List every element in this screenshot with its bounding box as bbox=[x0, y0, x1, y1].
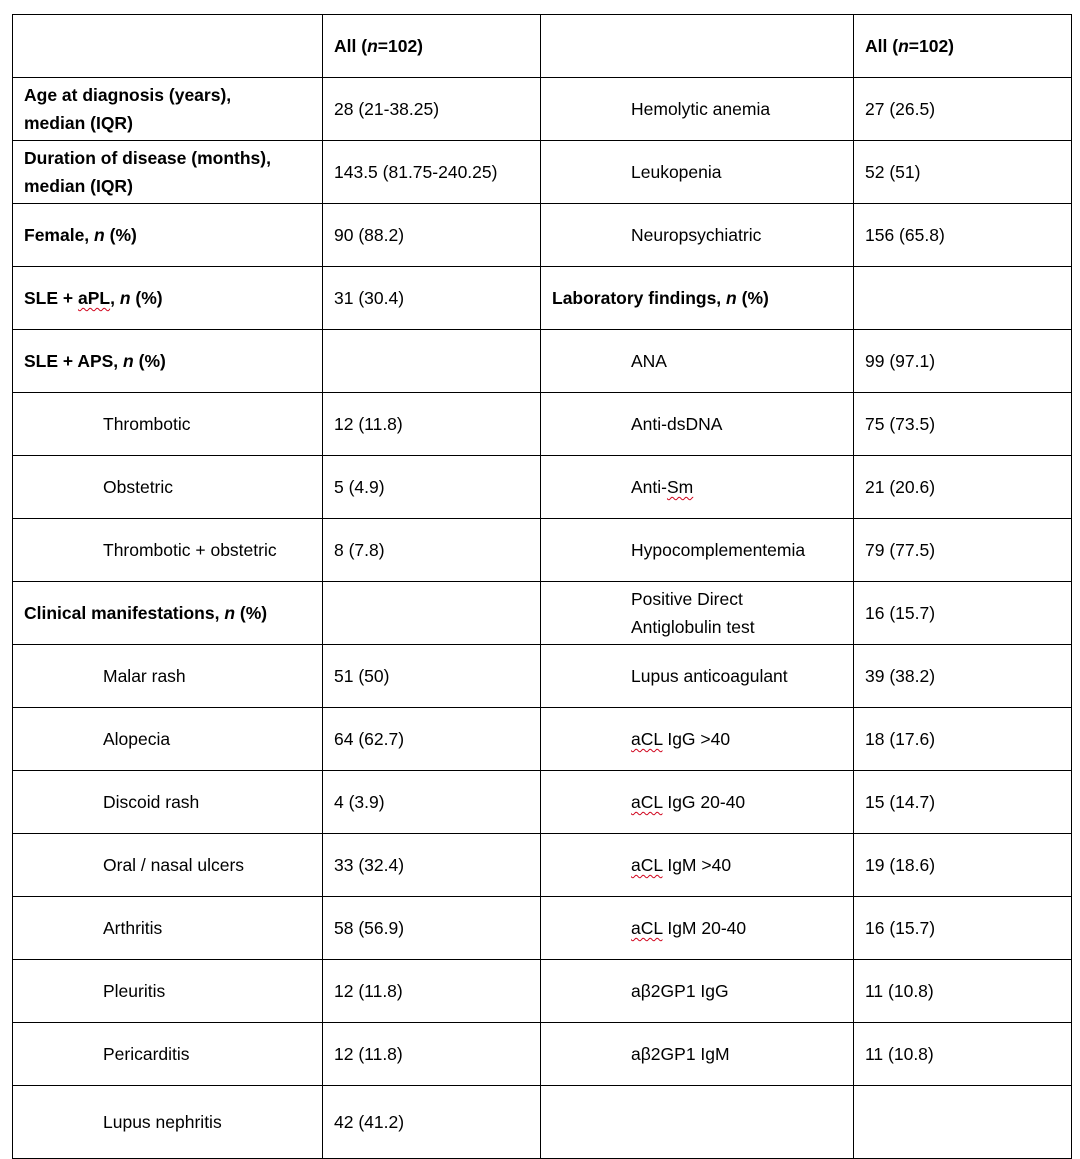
label-segment: Laboratory findings, bbox=[552, 288, 727, 308]
table-row bbox=[13, 456, 1072, 519]
table-row bbox=[13, 771, 1072, 834]
label-segment: Alopecia bbox=[103, 729, 171, 749]
right-value-cell: 16 (15.7) bbox=[854, 582, 1072, 645]
header-empty-right bbox=[541, 15, 854, 78]
table-row bbox=[13, 204, 1072, 267]
label-segment: IgM >40 bbox=[662, 855, 732, 875]
right-value-cell: 79 (77.5) bbox=[854, 519, 1072, 582]
table-row bbox=[13, 1023, 1072, 1086]
table-row bbox=[13, 645, 1072, 708]
label-segment: Anti- bbox=[631, 477, 667, 497]
left-value-cell: 31 (30.4) bbox=[323, 267, 541, 330]
right-label-cell bbox=[541, 456, 854, 519]
right-label-cell bbox=[541, 582, 854, 645]
header-row bbox=[13, 15, 1072, 78]
right-label-cell bbox=[541, 330, 854, 393]
table-row bbox=[13, 582, 1072, 645]
header-all-left bbox=[323, 15, 541, 78]
left-label-cell bbox=[13, 771, 323, 834]
label-segment: Pleuritis bbox=[103, 981, 166, 1001]
left-label-cell bbox=[13, 78, 323, 141]
right-value-cell: 156 (65.8) bbox=[854, 204, 1072, 267]
label-segment: n bbox=[224, 603, 236, 623]
right-label-cell bbox=[541, 645, 854, 708]
label-segment: Thrombotic bbox=[103, 414, 191, 434]
right-label-cell bbox=[541, 834, 854, 897]
right-label-cell bbox=[541, 771, 854, 834]
label-segment: n bbox=[726, 288, 737, 308]
left-value-cell: 12 (11.8) bbox=[323, 1023, 541, 1086]
left-value-cell: 5 (4.9) bbox=[323, 456, 541, 519]
label-segment: n bbox=[94, 225, 105, 245]
label-segment: Pericarditis bbox=[103, 1044, 190, 1064]
table-row bbox=[13, 78, 1072, 141]
right-label-cell bbox=[541, 708, 854, 771]
label-segment: Age at diagnosis (years), median (IQR) bbox=[24, 85, 232, 133]
label-segment: All ( bbox=[334, 36, 368, 56]
label-segment: Obstetric bbox=[103, 477, 174, 497]
label-segment: aβ2GP1 IgG bbox=[631, 981, 729, 1001]
left-value-cell bbox=[323, 582, 541, 645]
right-label-cell bbox=[541, 204, 854, 267]
table-row bbox=[13, 330, 1072, 393]
label-segment: Malar rash bbox=[103, 666, 186, 686]
right-label-cell bbox=[541, 960, 854, 1023]
right-value-cell: 15 (14.7) bbox=[854, 771, 1072, 834]
label-segment: n bbox=[119, 288, 131, 308]
table-row bbox=[13, 834, 1072, 897]
label-segment: Anti-dsDNA bbox=[631, 414, 723, 434]
spellcheck-flagged-text: aCL bbox=[631, 792, 663, 812]
label-segment: n bbox=[367, 36, 378, 56]
left-value-cell: 51 (50) bbox=[323, 645, 541, 708]
right-value-cell: 39 (38.2) bbox=[854, 645, 1072, 708]
table-row bbox=[13, 519, 1072, 582]
table-row bbox=[13, 267, 1072, 330]
right-value-cell: 16 (15.7) bbox=[854, 897, 1072, 960]
right-value-cell: 19 (18.6) bbox=[854, 834, 1072, 897]
right-value-cell: 11 (10.8) bbox=[854, 1023, 1072, 1086]
label-segment: (%) bbox=[736, 288, 769, 308]
left-label-cell bbox=[13, 141, 323, 204]
spellcheck-flagged-text: aPL bbox=[77, 288, 111, 308]
left-label-cell bbox=[13, 960, 323, 1023]
left-value-cell: 42 (41.2) bbox=[323, 1086, 541, 1159]
label-segment: SLE + APS, bbox=[24, 351, 124, 371]
right-label-cell bbox=[541, 1023, 854, 1086]
label-segment: Lupus nephritis bbox=[103, 1112, 222, 1132]
left-value-cell: 64 (62.7) bbox=[323, 708, 541, 771]
left-label-cell bbox=[13, 897, 323, 960]
label-segment: , bbox=[110, 288, 120, 308]
label-segment: ANA bbox=[631, 351, 667, 371]
right-label-cell bbox=[541, 519, 854, 582]
left-label-cell bbox=[13, 1023, 323, 1086]
right-value-cell bbox=[854, 267, 1072, 330]
spellcheck-flagged-text: aCL bbox=[631, 855, 663, 875]
left-label-cell bbox=[13, 456, 323, 519]
right-value-cell: 99 (97.1) bbox=[854, 330, 1072, 393]
table-row bbox=[13, 141, 1072, 204]
label-segment: (%) bbox=[133, 351, 166, 371]
left-label-cell bbox=[13, 645, 323, 708]
label-segment: SLE + bbox=[24, 288, 78, 308]
right-label-cell bbox=[541, 78, 854, 141]
left-value-cell: 58 (56.9) bbox=[323, 897, 541, 960]
spellcheck-flagged-text: aCL bbox=[631, 729, 663, 749]
left-value-cell: 4 (3.9) bbox=[323, 771, 541, 834]
left-value-cell: 8 (7.8) bbox=[323, 519, 541, 582]
right-label-cell bbox=[541, 393, 854, 456]
left-label-cell bbox=[13, 834, 323, 897]
header-all-right bbox=[854, 15, 1072, 78]
left-label-cell bbox=[13, 330, 323, 393]
table-row bbox=[13, 393, 1072, 456]
label-segment: Lupus anticoagulant bbox=[631, 666, 788, 686]
table-row bbox=[13, 708, 1072, 771]
label-segment: Arthritis bbox=[103, 918, 163, 938]
label-segment: =102) bbox=[377, 36, 424, 56]
right-value-cell: 11 (10.8) bbox=[854, 960, 1072, 1023]
label-segment: Duration of disease (months), median (IQR) bbox=[24, 148, 271, 196]
right-value-cell: 21 (20.6) bbox=[854, 456, 1072, 519]
left-value-cell: 143.5 (81.75-240.25) bbox=[323, 141, 541, 204]
label-segment: Hypocomplementemia bbox=[631, 540, 806, 560]
label-segment: (%) bbox=[130, 288, 163, 308]
right-label-cell bbox=[541, 897, 854, 960]
right-value-cell: 27 (26.5) bbox=[854, 78, 1072, 141]
label-segment: Discoid rash bbox=[103, 792, 200, 812]
table-row bbox=[13, 960, 1072, 1023]
left-value-cell: 12 (11.8) bbox=[323, 960, 541, 1023]
left-value-cell: 12 (11.8) bbox=[323, 393, 541, 456]
right-value-cell: 52 (51) bbox=[854, 141, 1072, 204]
table-row bbox=[13, 897, 1072, 960]
spellcheck-flagged-text: aCL bbox=[631, 918, 663, 938]
label-segment: Clinical manifestations, bbox=[24, 603, 225, 623]
label-segment: =102) bbox=[908, 36, 955, 56]
label-segment: Thrombotic + obstetric bbox=[103, 540, 277, 560]
spellcheck-flagged-text: Sm bbox=[666, 477, 694, 497]
label-segment: Neuropsychiatric bbox=[631, 225, 762, 245]
left-value-cell: 28 (21-38.25) bbox=[323, 78, 541, 141]
label-segment: Leukopenia bbox=[631, 162, 722, 182]
label-segment: Oral / nasal ulcers bbox=[103, 855, 245, 875]
header-empty-left bbox=[13, 15, 323, 78]
right-label-cell bbox=[541, 267, 854, 330]
label-segment: IgG >40 bbox=[662, 729, 731, 749]
left-label-cell bbox=[13, 267, 323, 330]
label-segment: (%) bbox=[235, 603, 268, 623]
left-value-cell: 33 (32.4) bbox=[323, 834, 541, 897]
left-label-cell bbox=[13, 708, 323, 771]
table-body bbox=[13, 15, 1072, 1159]
right-value-cell: 75 (73.5) bbox=[854, 393, 1072, 456]
left-label-cell bbox=[13, 393, 323, 456]
left-value-cell: 90 (88.2) bbox=[323, 204, 541, 267]
left-label-cell bbox=[13, 582, 323, 645]
label-segment: Female, bbox=[24, 225, 95, 245]
left-label-cell bbox=[13, 204, 323, 267]
label-segment: n bbox=[898, 36, 909, 56]
label-segment: IgG 20-40 bbox=[662, 792, 746, 812]
right-value-cell: 18 (17.6) bbox=[854, 708, 1072, 771]
label-segment: Hemolytic anemia bbox=[631, 99, 771, 119]
label-segment: n bbox=[123, 351, 134, 371]
label-segment: (%) bbox=[104, 225, 137, 245]
label-segment: IgM 20-40 bbox=[662, 918, 747, 938]
label-segment: All ( bbox=[865, 36, 899, 56]
label-segment: Positive Direct Antiglobulin test bbox=[631, 589, 755, 637]
right-label-cell bbox=[541, 141, 854, 204]
left-label-cell bbox=[13, 519, 323, 582]
label-segment: aβ2GP1 IgM bbox=[631, 1044, 730, 1064]
left-value-cell bbox=[323, 330, 541, 393]
characteristics-table bbox=[12, 14, 1072, 1159]
